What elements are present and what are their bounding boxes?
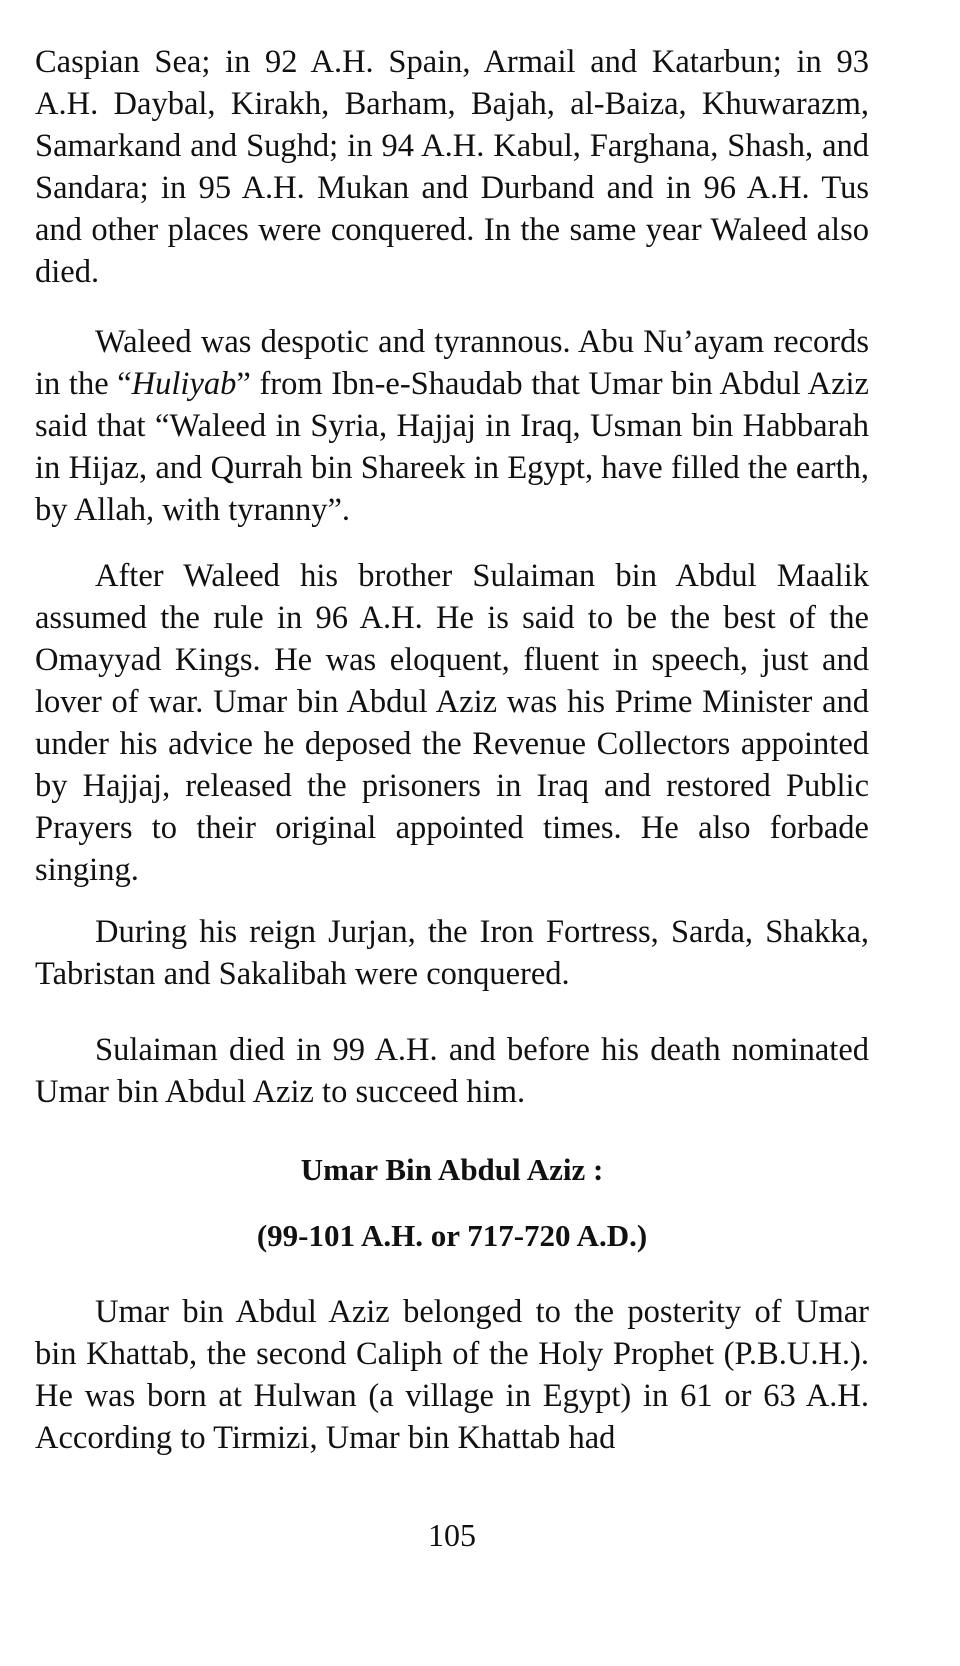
paragraph-waleed-tyranny (35, 321, 869, 531)
paragraph-umar-origins: Umar bin Abdul Aziz belonged to the posterity of Umar bin Khattab, the second Caliph of the Holy Prophet (P.B.U.H.). He was born at Hulwan (a village in Egypt) in 61 or 63 A.H. According to Tirmizi, Umar bin Khattab had (35, 1294, 869, 1456)
paragraph-sulaiman-rule: After Waleed his brother Sulaiman bin Abdul Maalik assumed the rule in 96 A.H. He is said to be the best of the Omayyad Kings. He was eloquent, fluent in speech, just and lover of war. Umar bin Abdul Aziz was his Prime Minister and under his advice he deposed the Revenue Collectors appointed by Hajjaj, released the prisoners in Iraq and restored Public Prayers to their original appointed times. He also forbade singing. (35, 558, 869, 888)
page-number: 105 (428, 1517, 476, 1553)
paragraph-sulaiman-death: Sulaiman died in 99 A.H. and before his death nominated Umar bin Abdul Aziz to succeed him. (35, 1032, 869, 1110)
paragraph-waleed-text-1: Waleed was despotic and tyrannous. Abu Nu’ayam records in the “ (35, 324, 869, 402)
section-heading: Umar Bin Abdul Aziz : (300, 1152, 604, 1187)
paragraph-sulaiman-conquests: During his reign Jurjan, the Iron Fortress, Sarda, Shakka, Tabristan and Sakalibah were conquered. (35, 914, 869, 992)
book-title-huliyab: Huliyab (131, 366, 237, 402)
section-subheading-dates: (99-101 A.H. or 717-720 A.D.) (256, 1218, 648, 1253)
paragraph-waleed-text-2: ” from Ibn-e-Shaudab that Umar bin Abdul Aziz said that “Waleed in Syria, Hajjaj in Iraq, Usman bin Habbarah in Hijaz, and Qurrah bin Shareek in Egypt, have filled the earth, by Allah, with tyranny”. (35, 366, 869, 528)
paragraph-conquests: Caspian Sea; in 92 A.H. Spain, Armail and Katarbun; in 93 A.H. Daybal, Kirakh, Barham, Bajah, al-Baiza, Khuwarazm, Samarkand and Sughd; in 94 A.H. Kabul, Farghana, Shash, and Sandara; in 95 A.H. Mukan and Durband and in 96 A.H. Tus and other places were conquered. In the same year Waleed also died. (35, 44, 869, 290)
